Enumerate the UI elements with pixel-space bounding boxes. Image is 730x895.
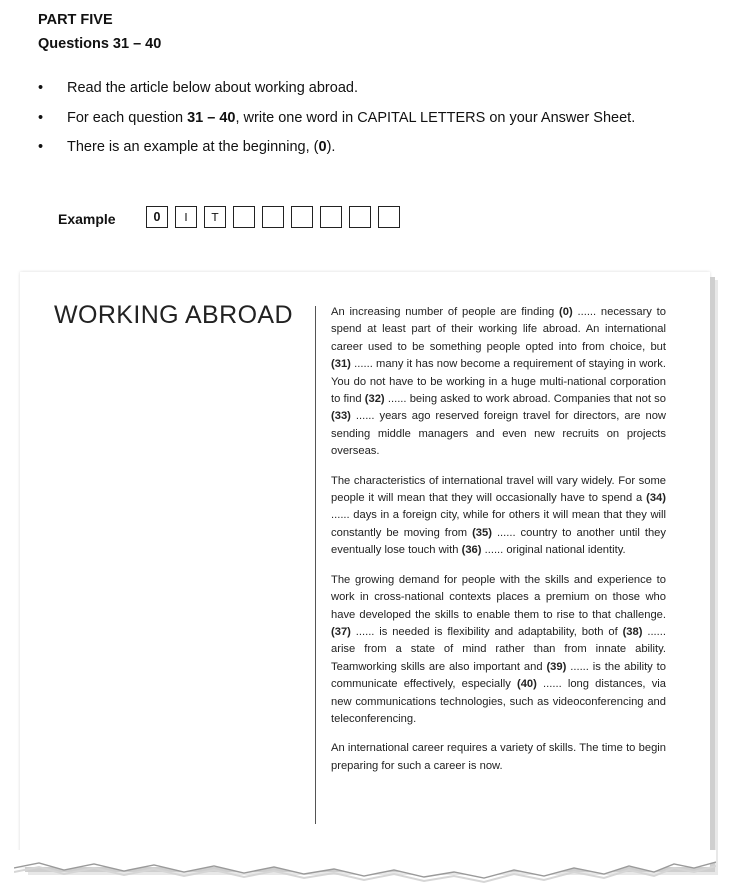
article-text: The characteristics of international travel will vary widely. For some people it will mean that they will occasionally have to spend a	[331, 474, 666, 505]
answer-box: 0	[146, 206, 168, 228]
question-number: (40)	[516, 678, 537, 691]
article-paragraph	[331, 572, 666, 729]
instruction-bold: 0	[318, 139, 327, 155]
question-number: (32)	[364, 393, 385, 406]
article-text: ...... country to another until they eventually lose touch with	[331, 526, 666, 557]
article-text: ...... days in a foreign city, while for others it will mean that they will constantly be moving from	[331, 509, 666, 539]
article-text: An international career requires a variety of skills. The time to begin preparing for such a career is now.	[331, 742, 666, 772]
example-answer-boxes	[146, 206, 407, 228]
answer-box	[262, 206, 284, 228]
answer-box: I	[175, 206, 197, 228]
instruction-item	[38, 139, 635, 169]
article-text: An increasing number of people are finding	[331, 306, 560, 318]
article-paragraph	[331, 740, 666, 775]
question-number: (38)	[622, 625, 643, 638]
questions-range: Questions 31 – 40	[38, 36, 162, 52]
article-text: ...... many it has now become a requirement of staying in work. You do not have to be working in a huge multi-national corporation to find	[331, 358, 666, 406]
instructions-list	[38, 80, 635, 169]
answer-box	[349, 206, 371, 228]
instruction-bold: 31 – 40	[187, 109, 236, 126]
question-number: (39)	[546, 660, 567, 673]
article-text: ...... original national identity.	[481, 544, 626, 557]
question-number: (36)	[461, 544, 482, 557]
instruction-text: , write one word in CAPITAL LETTERS on your Answer Sheet.	[235, 109, 636, 126]
instruction-text: For each question	[67, 109, 188, 126]
article-text: ...... is the ability to communicate effectively, especially	[331, 660, 666, 691]
answer-box	[291, 206, 313, 228]
article-text: ...... being asked to work abroad. Companies that not so	[384, 393, 666, 406]
instruction-text: ).	[326, 139, 336, 155]
instruction-text: Read the article below about working abroad.	[67, 80, 358, 96]
article-title: WORKING ABROAD	[54, 301, 293, 329]
instruction-item	[38, 80, 635, 110]
question-number: (35)	[472, 526, 492, 539]
instruction-item	[38, 110, 635, 140]
answer-box	[378, 206, 400, 228]
article-text: ...... long distances, via new communications technologies, such as videoconferencing and teleconferencing.	[331, 678, 666, 725]
column-divider	[315, 306, 316, 824]
article-text: ...... years ago reserved foreign travel for directors, are now sending middle managers and even new recruits on projects overseas.	[331, 410, 666, 458]
example-label: Example	[58, 211, 116, 227]
article-text: ...... necessary to spend at least part of their working life abroad. An international career used to be something people opted into from choice, but	[331, 306, 667, 353]
answer-box	[233, 206, 255, 228]
article-text: ...... is needed is flexibility and adaptability, both of	[350, 625, 623, 638]
article-text: ...... arise from a state of mind rather than from innate ability. Teamworking skills are also important and	[331, 625, 666, 673]
article-paragraph	[331, 304, 666, 461]
question-number: (0)	[559, 306, 573, 318]
article-text: The growing demand for people with the skills and experience to work in cross-national contexts places a premium on those who have developed the skills to enable them to rise to that challenge.	[331, 573, 666, 621]
article-paragraph	[331, 473, 666, 560]
answer-box: T	[204, 206, 226, 228]
question-number: (33)	[331, 410, 351, 423]
question-number: (34)	[646, 492, 666, 505]
question-number: (37)	[331, 625, 351, 638]
question-number: (31)	[331, 358, 351, 371]
instruction-text: There is an example at the beginning, (	[67, 139, 319, 155]
torn-edge	[14, 850, 716, 890]
article-body	[331, 304, 666, 787]
answer-box	[320, 206, 342, 228]
part-title: PART FIVE	[38, 12, 113, 28]
